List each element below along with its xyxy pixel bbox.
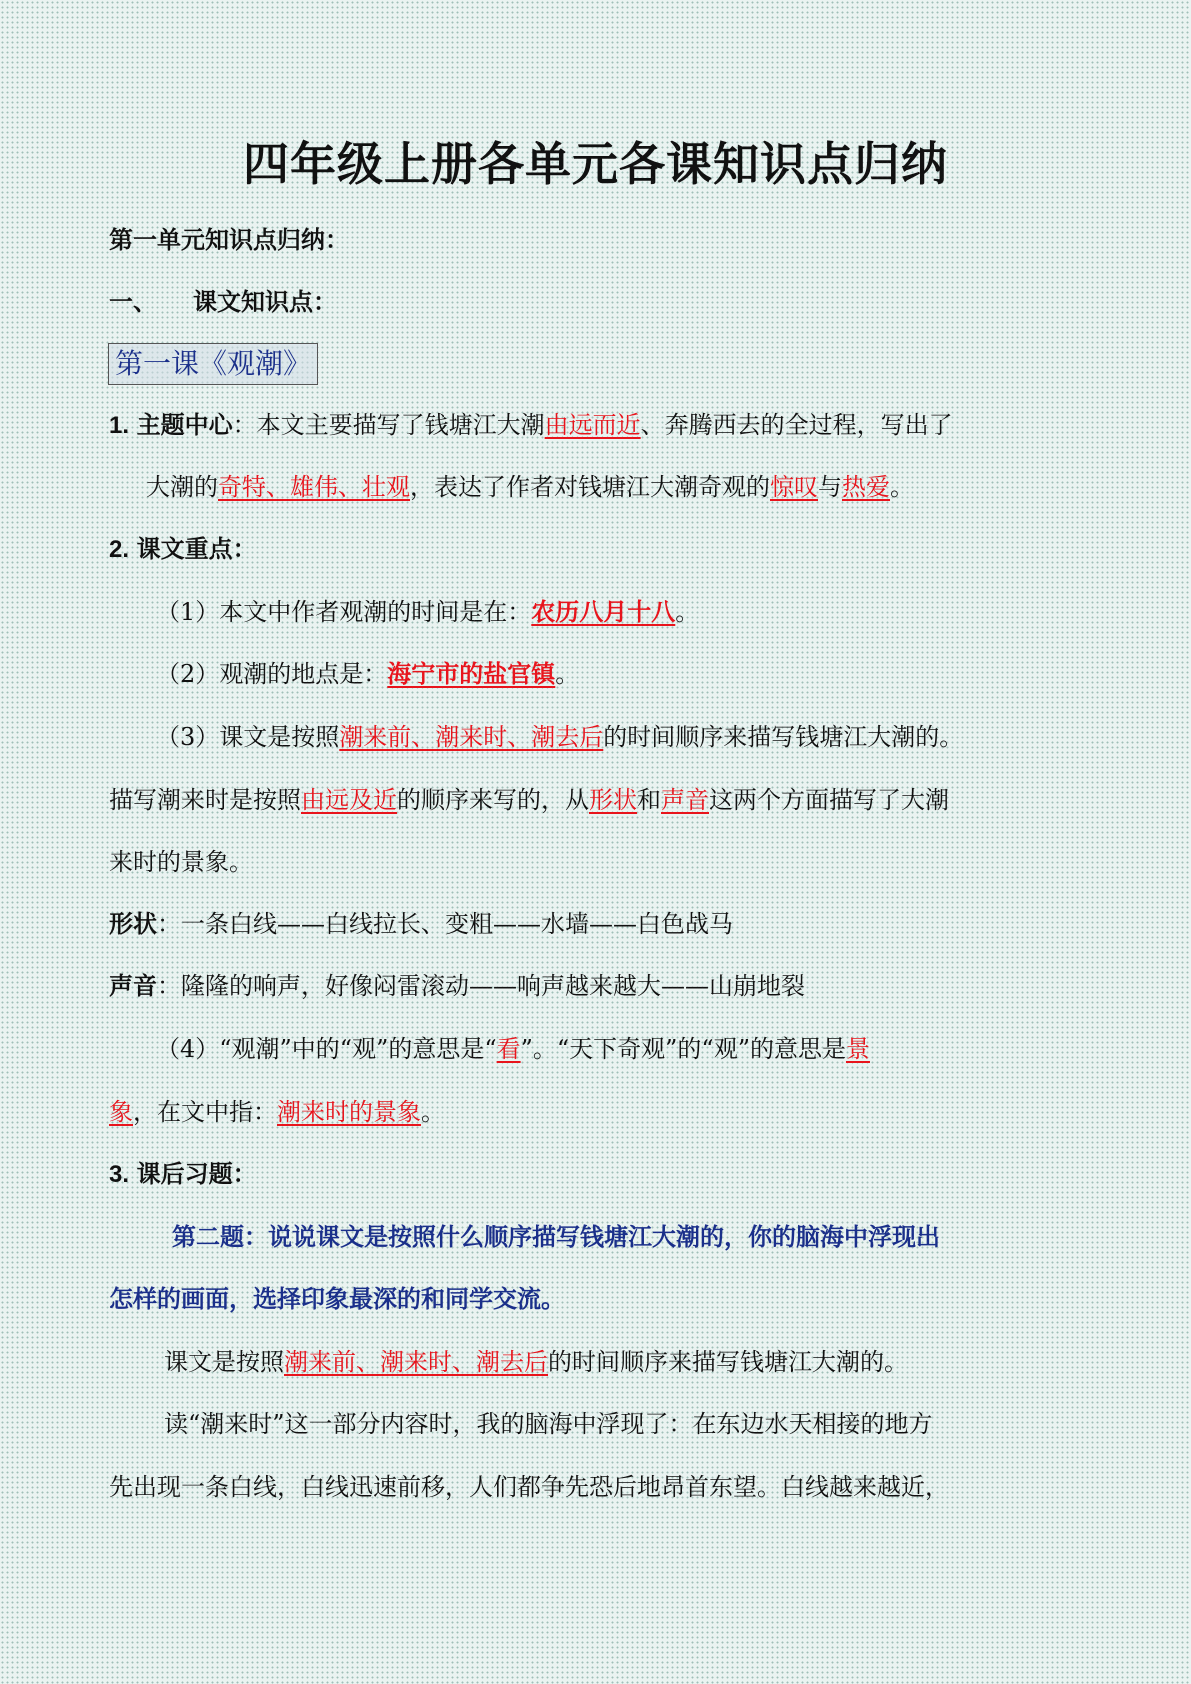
theme-line-2: 大潮的奇特、雄伟、壮观，表达了作者对钱塘江大潮奇观的惊叹与热爱。 [146,473,914,501]
sound-line: 声音：隆隆的响声，好像闷雷滚动——响声越来越大——山崩地裂 [109,972,805,1000]
highlight-text: 热爱 [842,473,890,501]
highlight-text: 潮来时的景象 [277,1098,421,1126]
highlight-text: 奇特、雄伟、壮观 [218,473,410,501]
unit-heading: 第一单元知识点归纳： [109,226,349,254]
highlight-text: 惊叹 [770,473,818,501]
item-number: 3. [109,1161,130,1188]
key-point-1: （1）本文中作者观潮的时间是在：农历八月十八。 [156,598,700,626]
highlight-text: 声音 [661,786,709,814]
key-points-heading: 2. 课文重点： [109,535,257,563]
highlight-text: 潮来前、潮来时、潮去后 [339,723,604,751]
key-point-3-line-1: （3）课文是按照潮来前、潮来时、潮去后的时间顺序来描写钱塘江大潮的。 [156,723,964,751]
shape-line: 形状：一条白线——白线拉长、变粗——水墙——白色战马 [109,910,733,938]
key-point-2: （2）观潮的地点是：海宁市的盐官镇。 [156,660,580,688]
key-point-3-line-3: 来时的景象。 [109,848,253,876]
highlight-text: 海宁市的盐官镇 [387,660,556,688]
exercises-heading: 3. 课后习题： [109,1160,257,1188]
question-2-line-2: 怎样的画面，选择印象最深的和同学交流。 [109,1285,565,1313]
answer-line-3: 先出现一条白线，白线迅速前移，人们都争先恐后地昂首东望。白线越来越近， [109,1473,949,1501]
highlight-text: 形状 [589,786,637,814]
highlight-text: 景 [845,1035,870,1063]
highlight-text: 潮来前、潮来时、潮去后 [284,1348,548,1376]
key-point-3-line-2: 描写潮来时是按照由远及近的顺序来写的，从形状和声音这两个方面描写了大潮 [109,786,949,814]
section-number: 一、 [109,288,157,316]
answer-line-1: 课文是按照潮来前、潮来时、潮去后的时间顺序来描写钱塘江大潮的。 [164,1348,908,1376]
item-number: 2. [109,536,130,563]
question-2-line-1: 第二题：说说课文是按照什么顺序描写钱塘江大潮的，你的脑海中浮现出 [172,1223,940,1251]
section-heading [109,284,1083,320]
document-title: 四年级上册各单元各课知识点归纳 [243,137,948,191]
lesson-title-box: 第一课《观潮》 [108,343,318,385]
item-number: 1. [109,412,130,439]
highlight-text: 由远而近 [544,411,641,439]
highlight-text: 农历八月十八 [531,598,676,626]
section-label: 课文知识点： [193,288,337,316]
theme-label: 主题中心 [136,411,233,439]
key-point-4-line-1: （4）“观潮”中的“观”的意思是“看”。“天下奇观”的“观”的意思是景 [156,1035,870,1063]
highlight-text: 由远及近 [301,786,397,814]
highlight-text: 看 [496,1035,521,1063]
answer-line-2: 读“潮来时”这一部分内容时，我的脑海中浮现了：在东边水天相接的地方 [164,1410,933,1438]
highlight-text: 象 [109,1098,133,1126]
theme-line-1: 1. 主题中心：本文主要描写了钱塘江大潮由远而近、奔腾西去的全过程，写出了 [109,411,953,439]
key-point-4-line-2: 象，在文中指：潮来时的景象。 [109,1098,445,1126]
